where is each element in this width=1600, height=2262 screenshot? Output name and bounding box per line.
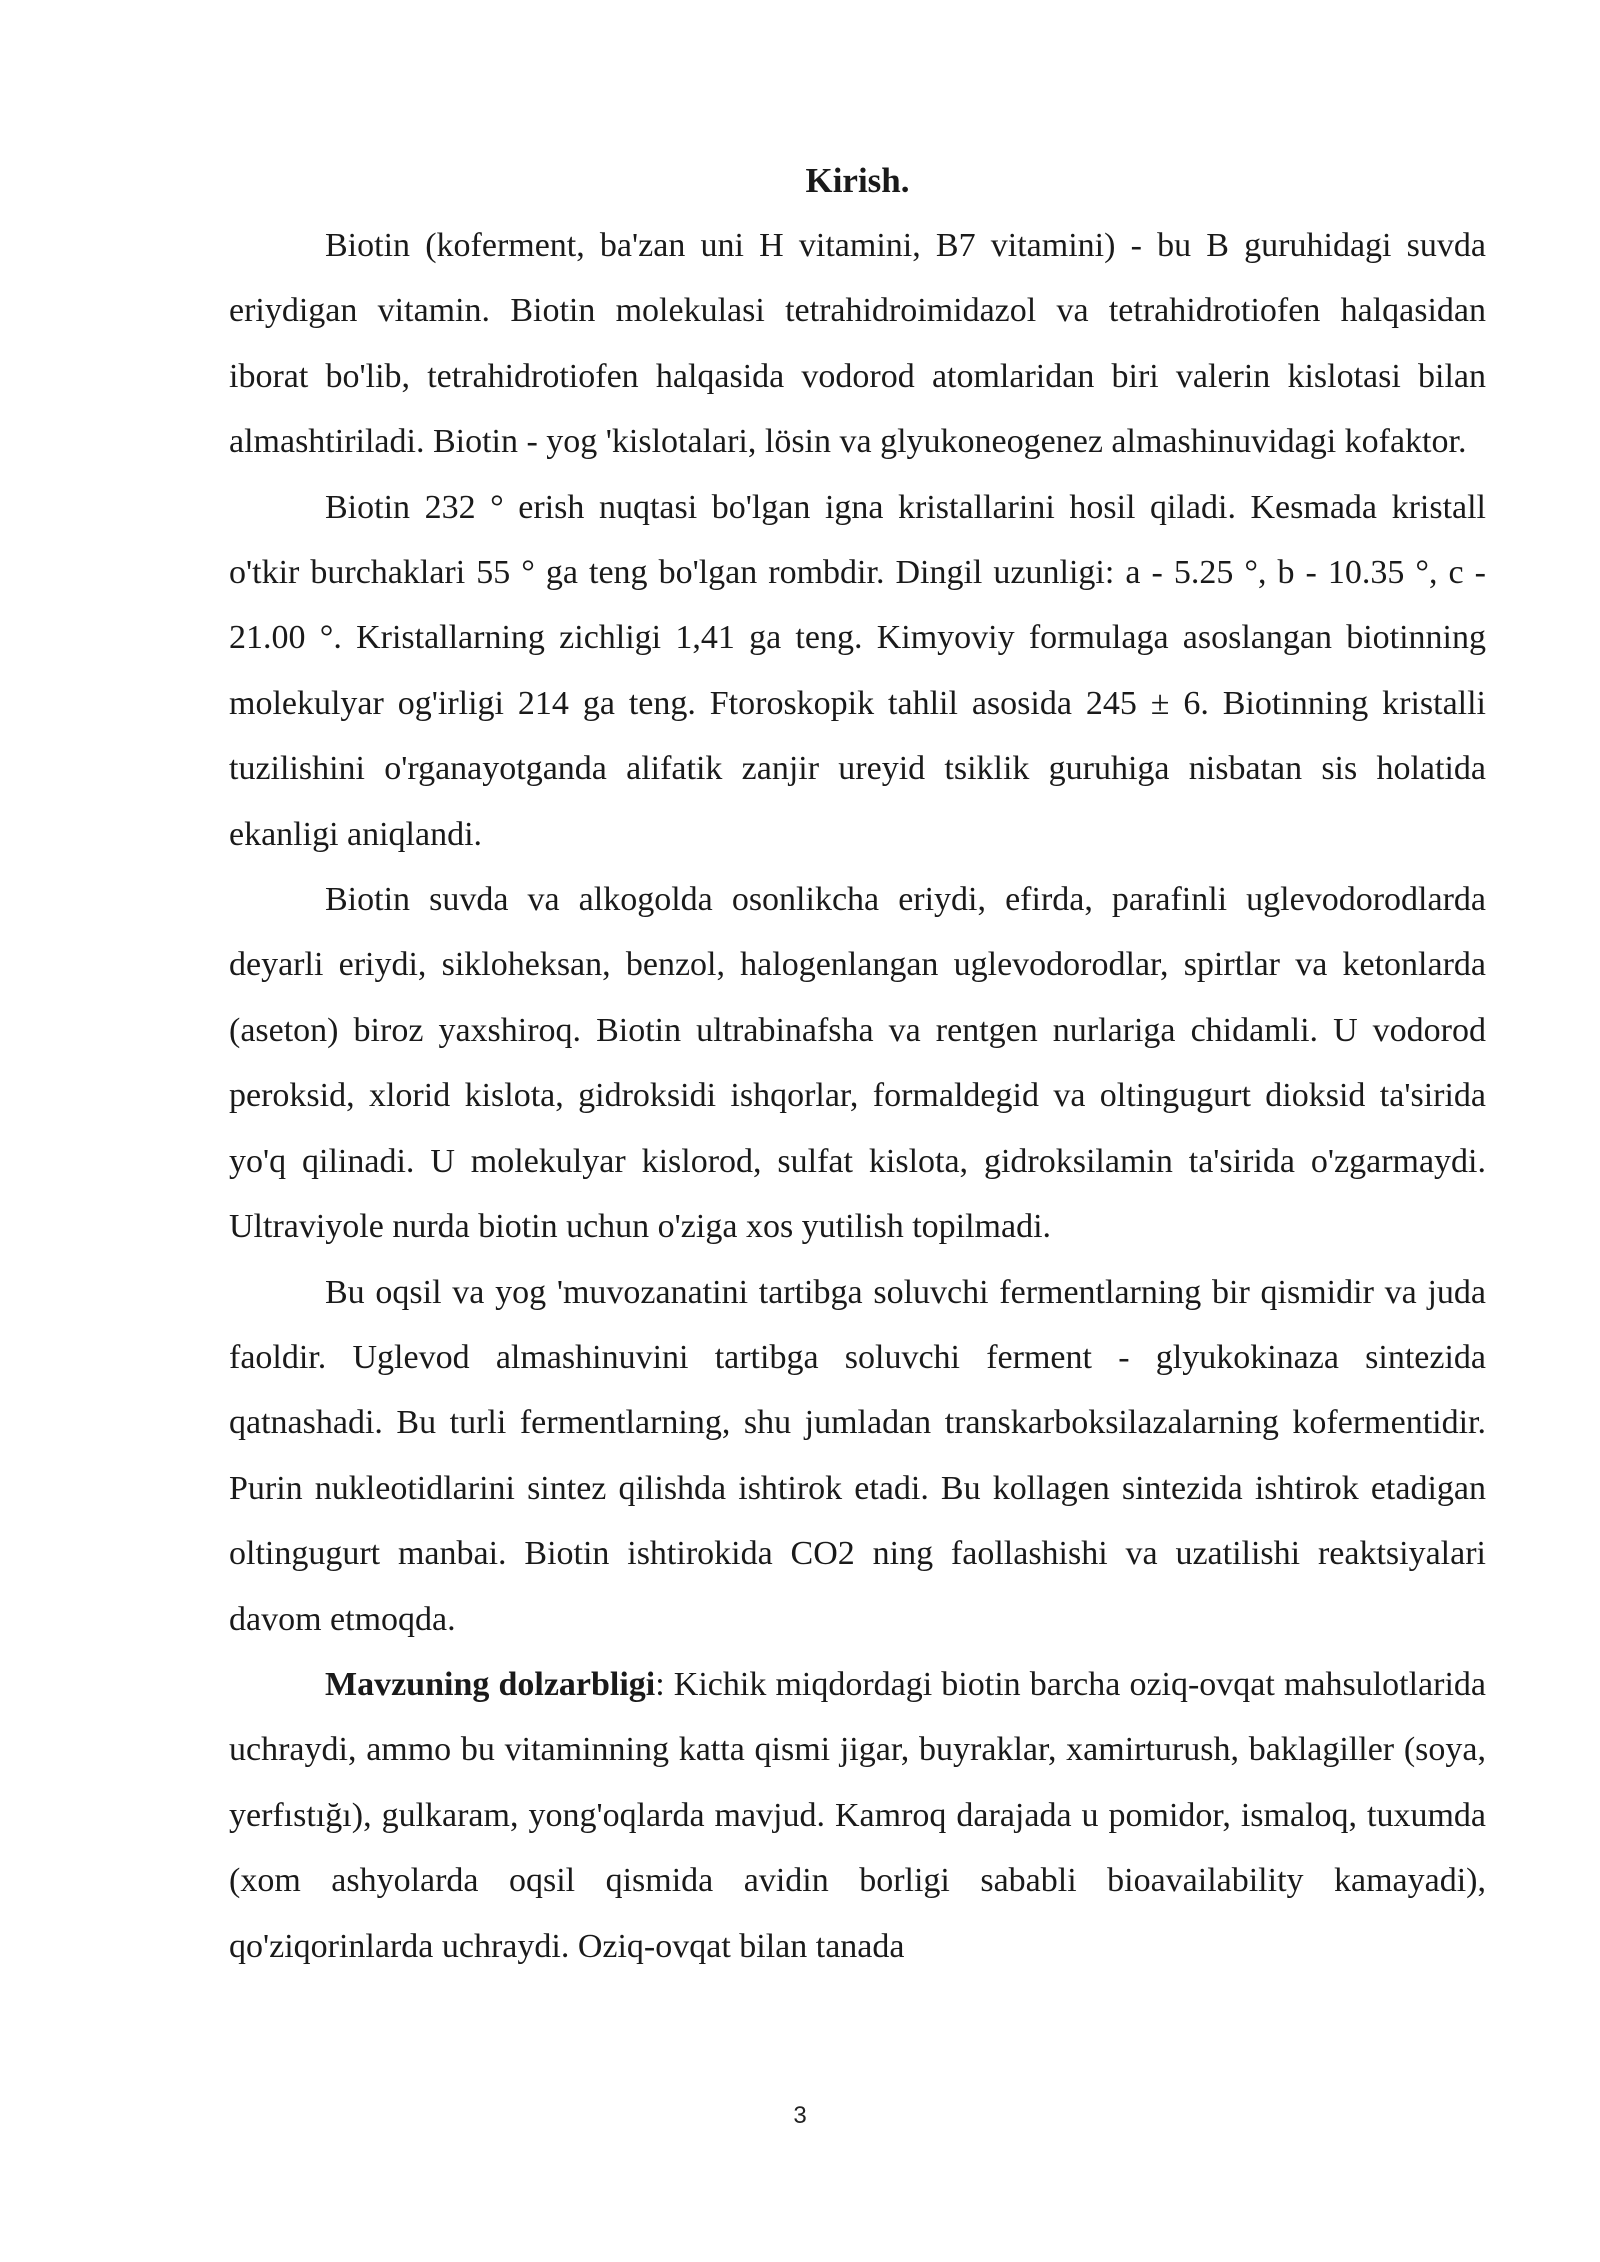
document-page xyxy=(229,148,1486,1979)
relevance-text: : Kichik miqdordagi biotin barcha oziq-ovqat mahsulotlarida uchraydi, ammo bu vitaminning katta qismi jigar, buyraklar, xamirturush, baklagiller (soya, yerfıstığı), gulkaram, yong'oqlarda mavjud. Kamroq darajada u pomidor, ismaloq, tuxumda (xom ashyolarda oqsil qismida avidin borligi sababli bioavailability kamayadi), qo'ziqorinlarda uchraydi. Oziq-ovqat bilan tanada xyxy=(229,1665,1487,1965)
paragraph-biotin-function: Bu oqsil va yog 'muvozanatini tartibga soluvchi fermentlarning bir qismidir va juda faoldir. Uglevod almashinuvini tartibga soluvchi ferment - glyukokinaza sintezida qatnashadi. Bu turli fermentlarning, shu jumladan transkarboksilazalarning kofermentidir. Purin nukleotidlarini sintez qilishda ishtirok etadi. Bu kollagen sintezida ishtirok etadigan oltingugurt manbai. Biotin ishtirokida CO2 ning faollashishi va uzatilishi reaktsiyalari davom etmoqda. xyxy=(229,1273,1486,1638)
page-number: 3 xyxy=(793,2102,807,2129)
paragraph-relevance xyxy=(229,1652,1486,1979)
relevance-label: Mavzuning dolzarbligi xyxy=(325,1665,656,1703)
paragraph-biotin-crystals: Biotin 232 ° erish nuqtasi bo'lgan igna kristallarini hosil qiladi. Kesmada kristall o'tkir burchaklari 55 ° ga teng bo'lgan rombdir. Dingil uzunligi: a - 5.25 °, b - 10.35 °, c - 21.00 °. Kristallarning zichligi 1,41 ga teng. Kimyoviy formulaga asoslangan biotinning molekulyar og'irligi 214 ga teng. Ftoroskopik tahlil asosida 245 ± 6. Biotinning kristalli tuzilishini o'rganayotganda alifatik zanjir ureyid tsiklik guruhiga nisbatan sis holatida ekanligi aniqlandi. xyxy=(229,488,1486,853)
section-title: Kirish. xyxy=(805,161,910,200)
paragraph-biotin-intro: Biotin (koferment, ba'zan uni H vitamini, B7 vitamini) - bu B guruhidagi suvda eriydigan vitamin. Biotin molekulasi tetrahidroimidazol va tetrahidrotiofen halqasidan iborat bo'lib, tetrahidrotiofen halqasida vodorod atomlaridan biri valerin kislotasi bilan almashtiriladi. Biotin - yog 'kislotalari, lösin va glyukoneogenez almashinuvidagi kofaktor. xyxy=(229,227,1486,461)
paragraph-biotin-solubility: Biotin suvda va alkogolda osonlikcha eriydi, efirda, parafinli uglevodorodlarda deyarli eriydi, sikloheksan, benzol, halogenlangan uglevodorodlar, spirtlar va ketonlarda (aseton) biroz yaxshiroq. Biotin ultrabinafsha va rentgen nurlariga chidamli. U vodorod peroksid, xlorid kislota, gidroksidi ishqorlar, formaldegid va oltingugurt dioksid ta'sirida yo'q qilinadi. U molekulyar kislorod, sulfat kislota, gidroksilamin ta'sirida o'zgarmaydi. Ultraviyole nurda biotin uchun o'ziga xos yutilish topilmadi. xyxy=(229,881,1486,1246)
